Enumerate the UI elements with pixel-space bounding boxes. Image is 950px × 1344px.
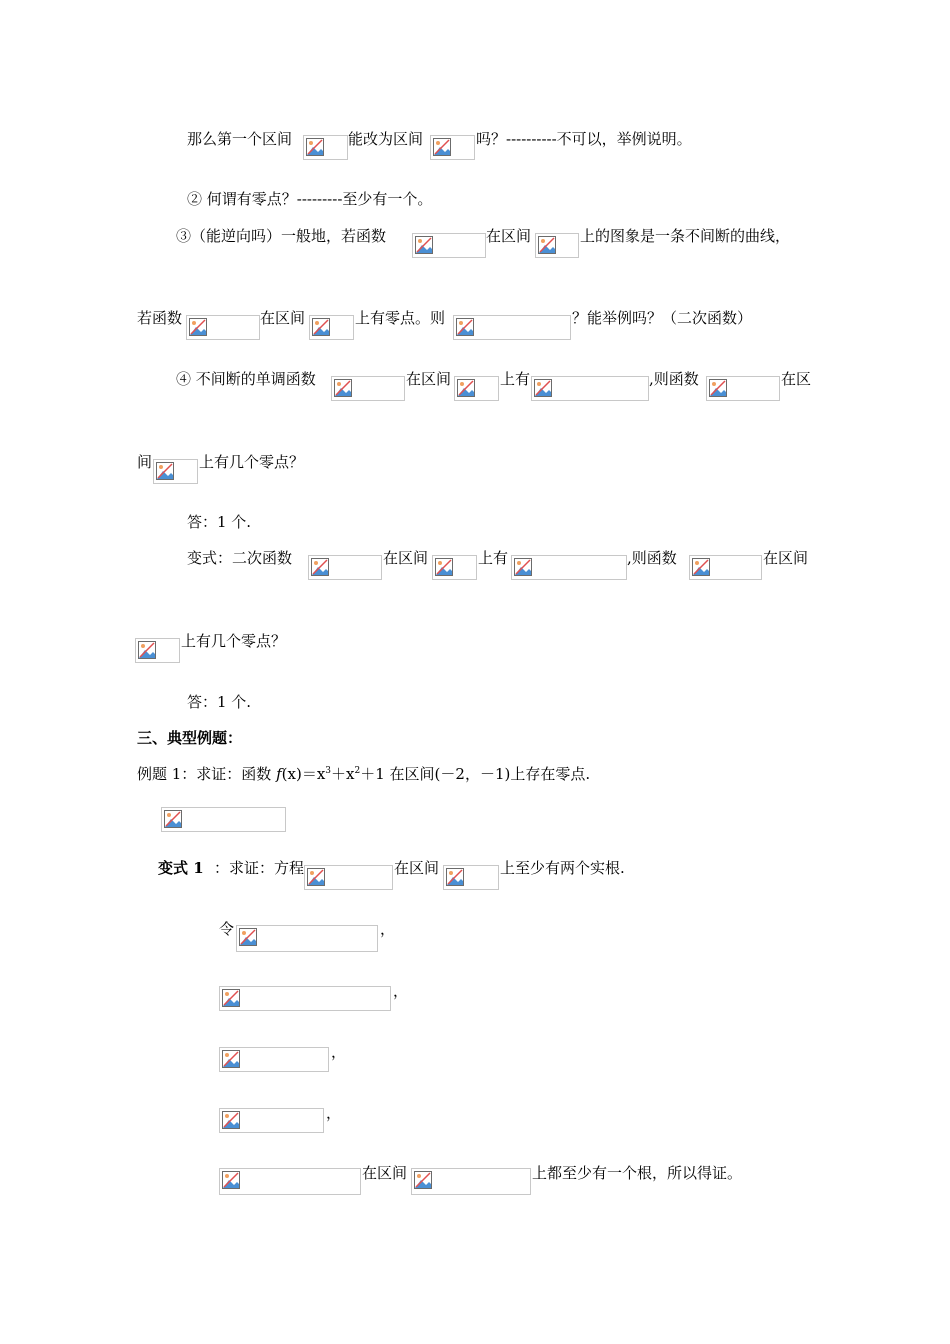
example-1-text-d: ＋1 在区间(－2，－1)上存在零点. — [360, 765, 591, 783]
q4-text-c: 上有 — [500, 370, 531, 388]
broken-image-icon — [435, 558, 453, 576]
formula-image-placeholder — [303, 135, 348, 160]
formula-image-placeholder — [308, 555, 382, 580]
broken-image-icon — [239, 928, 257, 946]
broken-image-icon — [306, 138, 324, 156]
q3b-text-c: 上有零点。则 — [355, 309, 446, 327]
formula-image-placeholder — [531, 376, 649, 401]
broken-image-icon — [156, 462, 174, 480]
proof-comma-3: ， — [331, 1043, 347, 1061]
broken-image-icon — [334, 379, 352, 397]
variant-text-a: 变式：二次函数 — [187, 549, 293, 567]
broken-image-icon — [709, 379, 727, 397]
broken-image-icon — [692, 558, 710, 576]
broken-image-icon — [514, 558, 532, 576]
variant-1-label: 变式 1 — [158, 859, 204, 877]
variant-text-b: 在区间 — [383, 549, 429, 567]
proof-comma-1: ， — [380, 920, 396, 938]
example-1-text-a: 例题 1：求证：函数 — [137, 765, 277, 783]
q3b-text-a: 若函数 — [137, 309, 183, 327]
variant-text-tail: 上有几个零点？ — [181, 632, 287, 650]
broken-image-icon — [534, 379, 552, 397]
q4-text-a: ④ 不间断的单调函数 — [176, 370, 316, 388]
example-1 — [137, 763, 590, 784]
broken-image-icon — [311, 558, 329, 576]
formula-image-placeholder — [135, 638, 180, 663]
variant-1-text-c: 上至少有两个实根. — [500, 859, 625, 877]
formula-image-placeholder — [535, 233, 579, 258]
formula-image-placeholder — [219, 1047, 329, 1072]
broken-image-icon — [415, 236, 433, 254]
formula-image-placeholder — [219, 986, 391, 1011]
example-1-text-c: ＋x — [331, 765, 355, 783]
answer-2: 答：1 个. — [187, 693, 252, 711]
variant-1-text-a: ：求证：方程 — [214, 859, 305, 877]
broken-image-icon — [307, 868, 325, 886]
broken-image-icon — [222, 1111, 240, 1129]
formula-image-placeholder — [331, 376, 405, 401]
proof-comma-2: ， — [393, 982, 409, 1000]
formula-image-placeholder — [411, 1168, 531, 1195]
formula-image-placeholder — [689, 555, 762, 580]
example-1-f: f — [276, 765, 282, 783]
broken-image-icon — [312, 318, 330, 336]
q4-text-b: 在区间 — [406, 370, 452, 388]
broken-image-icon — [456, 318, 474, 336]
formula-image-placeholder — [443, 865, 499, 890]
q4b-text-a: 间 — [137, 453, 153, 471]
section-heading: 三、典型例题： — [137, 729, 243, 747]
formula-image-placeholder — [236, 925, 378, 952]
q2-text: ② 何谓有零点？---------至少有一个。 — [187, 190, 433, 208]
q4b-text-b: 上有几个零点？ — [199, 453, 305, 471]
example-1-exp3: 3 — [325, 766, 332, 776]
broken-image-icon — [222, 1050, 240, 1068]
q1-text-b: 能改为区间 — [348, 130, 424, 148]
formula-image-placeholder — [454, 376, 499, 401]
proof-comma-4: ， — [326, 1104, 342, 1122]
formula-image-placeholder — [430, 135, 475, 160]
q1-text-a: 那么第一个区间 — [187, 130, 293, 148]
broken-image-icon — [164, 810, 182, 828]
example-1-exp2: 2 — [354, 766, 361, 776]
formula-image-placeholder — [186, 315, 260, 340]
example-1-text-b: ＝x — [301, 765, 326, 783]
proof-text-b: 上都至少有一个根，所以得证。 — [532, 1164, 743, 1182]
broken-image-icon — [446, 868, 464, 886]
broken-image-icon — [538, 236, 556, 254]
q4-text-e: 在区 — [781, 370, 812, 388]
formula-image-placeholder — [453, 315, 571, 340]
broken-image-icon — [189, 318, 207, 336]
answer-1: 答：1 个. — [187, 513, 252, 531]
formula-image-placeholder — [153, 459, 198, 484]
broken-image-icon — [414, 1171, 432, 1189]
formula-image-placeholder — [432, 555, 477, 580]
proof-text-a: 在区间 — [362, 1164, 408, 1182]
variant-text-e: 在区间 — [763, 549, 809, 567]
formula-image-placeholder — [309, 315, 354, 340]
broken-image-icon — [222, 1171, 240, 1189]
broken-image-icon — [138, 641, 156, 659]
formula-image-placeholder — [511, 555, 627, 580]
variant-text-d: ,则函数 — [627, 549, 677, 567]
variant-text-c: 上有 — [478, 549, 509, 567]
formula-image-placeholder — [161, 807, 286, 832]
broken-image-icon — [433, 138, 451, 156]
q1-text-c: 吗？----------不可以，举例说明。 — [476, 130, 692, 148]
broken-image-icon — [222, 989, 240, 1007]
proof-let: 令 — [219, 920, 235, 938]
formula-image-placeholder — [412, 233, 486, 258]
q3-text-b: 在区间 — [486, 227, 532, 245]
q4-text-d: ,则函数 — [649, 370, 699, 388]
q3-text-a: ③（能逆向吗）一般地，若函数 — [176, 227, 387, 245]
variant-1-text-b: 在区间 — [394, 859, 440, 877]
q3-text-c: 上的图象是一条不间断的曲线， — [580, 227, 791, 245]
formula-image-placeholder — [219, 1108, 324, 1133]
q3b-text-d: ？能举例吗？（二次函数） — [572, 309, 753, 327]
formula-image-placeholder — [219, 1168, 361, 1195]
formula-image-placeholder — [304, 865, 393, 890]
formula-image-placeholder — [706, 376, 780, 401]
broken-image-icon — [457, 379, 475, 397]
example-1-x: (x) — [281, 765, 302, 783]
q3b-text-b: 在区间 — [260, 309, 306, 327]
